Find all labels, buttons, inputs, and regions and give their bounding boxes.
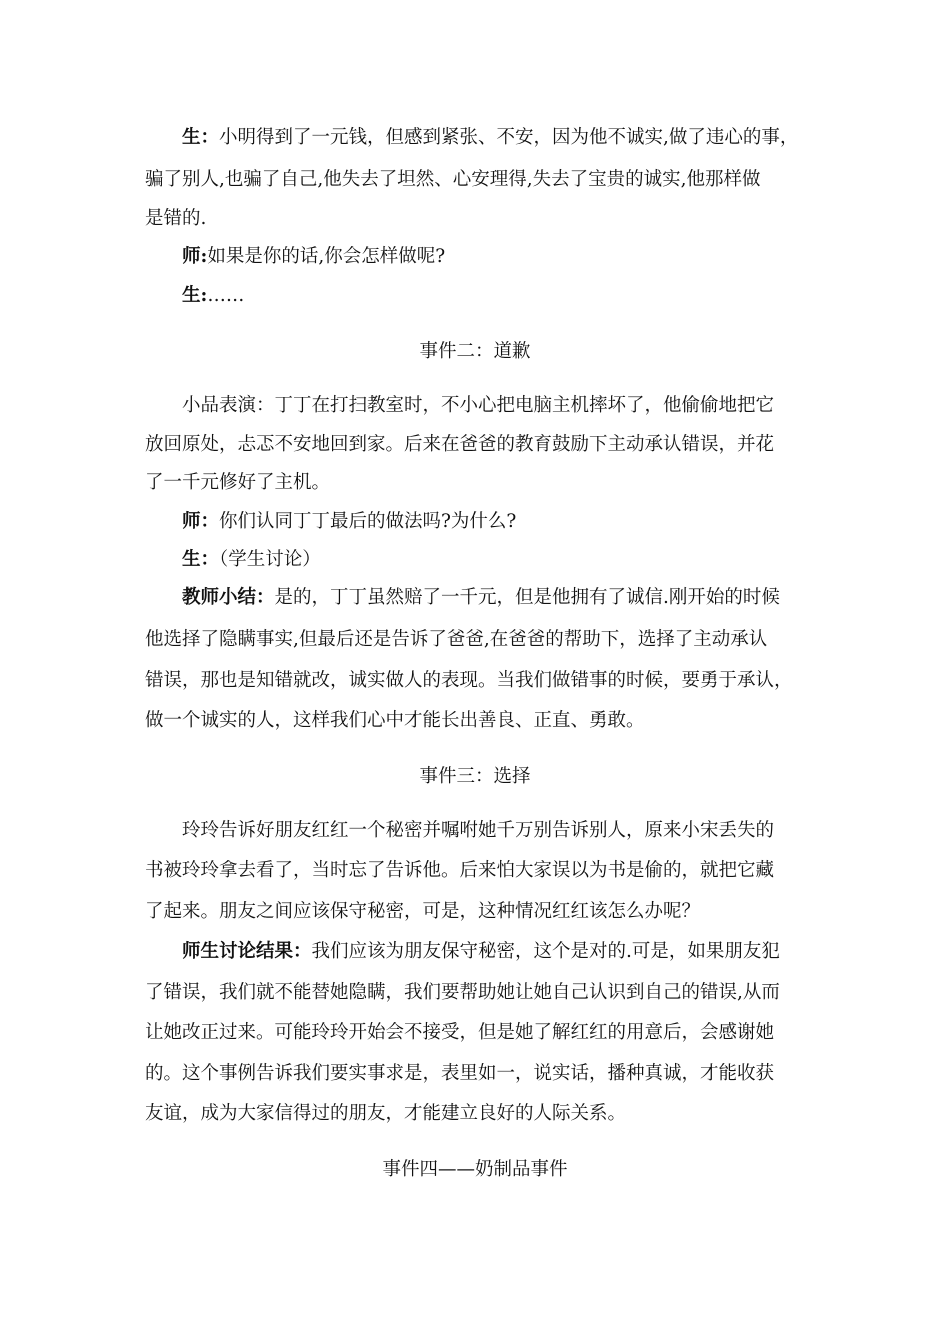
paragraph-line: 他选择了隐瞒事实,但最后还是告诉了爸爸,在爸爸的帮助下，选择了主动承认 [145,629,768,650]
section-heading: 事件四——奶制品事件 [382,1159,568,1180]
paragraph-line: 友谊，成为大家信得过的朋友，才能建立良好的人际关系。 [145,1103,627,1124]
paragraph-line: 了错误，我们就不能替她隐瞒，我们要帮助她让她自己认识到自己的错误,从而 [145,982,780,1003]
speaker-label: 教师小结： [182,587,275,608]
paragraph-line: 是错的. [145,208,207,229]
speaker-label: 生： [182,549,220,570]
speaker-label: 生: [182,285,208,306]
paragraph-line: 书被玲玲拿去看了，当时忘了告诉他。后来怕大家误以为书是偷的，就把它藏 [145,860,775,881]
line-text: 是的，丁丁虽然赔了一千元，但是他拥有了诚信.刚开始的时候 [274,587,780,608]
speaker-label: 师: [182,246,208,267]
speaker-label: 师生讨论结果： [182,941,312,962]
section-heading: 事件二：道歉 [419,341,531,362]
speaker-label: 师： [182,511,220,532]
paragraph-line: 了起来。朋友之间应该保守秘密，可是，这种情况红红该怎么办呢？ [145,901,701,922]
paragraph-line: 了一千元修好了主机。 [145,472,331,493]
line-text: 我们应该为朋友保守秘密，这个是对的.可是，如果朋友犯 [311,941,780,962]
paragraph-line: 让她改正过来。可能玲玲开始会不接受，但是她了解红红的用意后，会感谢她 [145,1022,775,1043]
paragraph-line [182,586,862,610]
paragraph-line [182,548,862,572]
paragraph-line [182,284,862,308]
line-text: （学生讨论） [219,549,321,570]
line-text: 小明得到了一元钱，但感到紧张、不安，因为他不诚实,做了违心的事， [219,127,799,148]
paragraph-line [182,510,862,534]
paragraph-line: 小品表演：丁丁在打扫教室时，不小心把电脑主机摔坏了，他偷偷地把它 [182,395,775,416]
paragraph-line: 放回原处，忐忑不安地回到家。后来在爸爸的教育鼓励下主动承认错误，并花 [145,434,775,455]
section-heading: 事件三：选择 [419,766,531,787]
paragraph-line: 骗了别人,也骗了自己,他失去了坦然、心安理得,失去了宝贵的诚实,他那样做 [145,169,761,190]
paragraph-line: 做一个诚实的人，这样我们心中才能长出善良、正直、勇敢。 [145,710,645,731]
line-text: 你们认同丁丁最后的做法吗?为什么? [219,511,517,532]
paragraph-line [182,245,862,269]
paragraph-line [182,126,862,150]
speaker-label: 生： [182,127,220,148]
paragraph-line: 的。这个事例告诉我们要实事求是，表里如一，说实话，播种真诚，才能收获 [145,1063,775,1084]
line-text: …… [207,285,245,306]
line-text: 如果是你的话,你会怎样做呢? [207,246,446,267]
paragraph-line: 错误，那也是知错就改，诚实做人的表现。当我们做错事的时候，要勇于承认， [145,670,793,691]
paragraph-line: 玲玲告诉好朋友红红一个秘密并嘱咐她千万别告诉别人，原来小宋丢失的 [182,820,775,841]
paragraph-line [182,940,862,964]
